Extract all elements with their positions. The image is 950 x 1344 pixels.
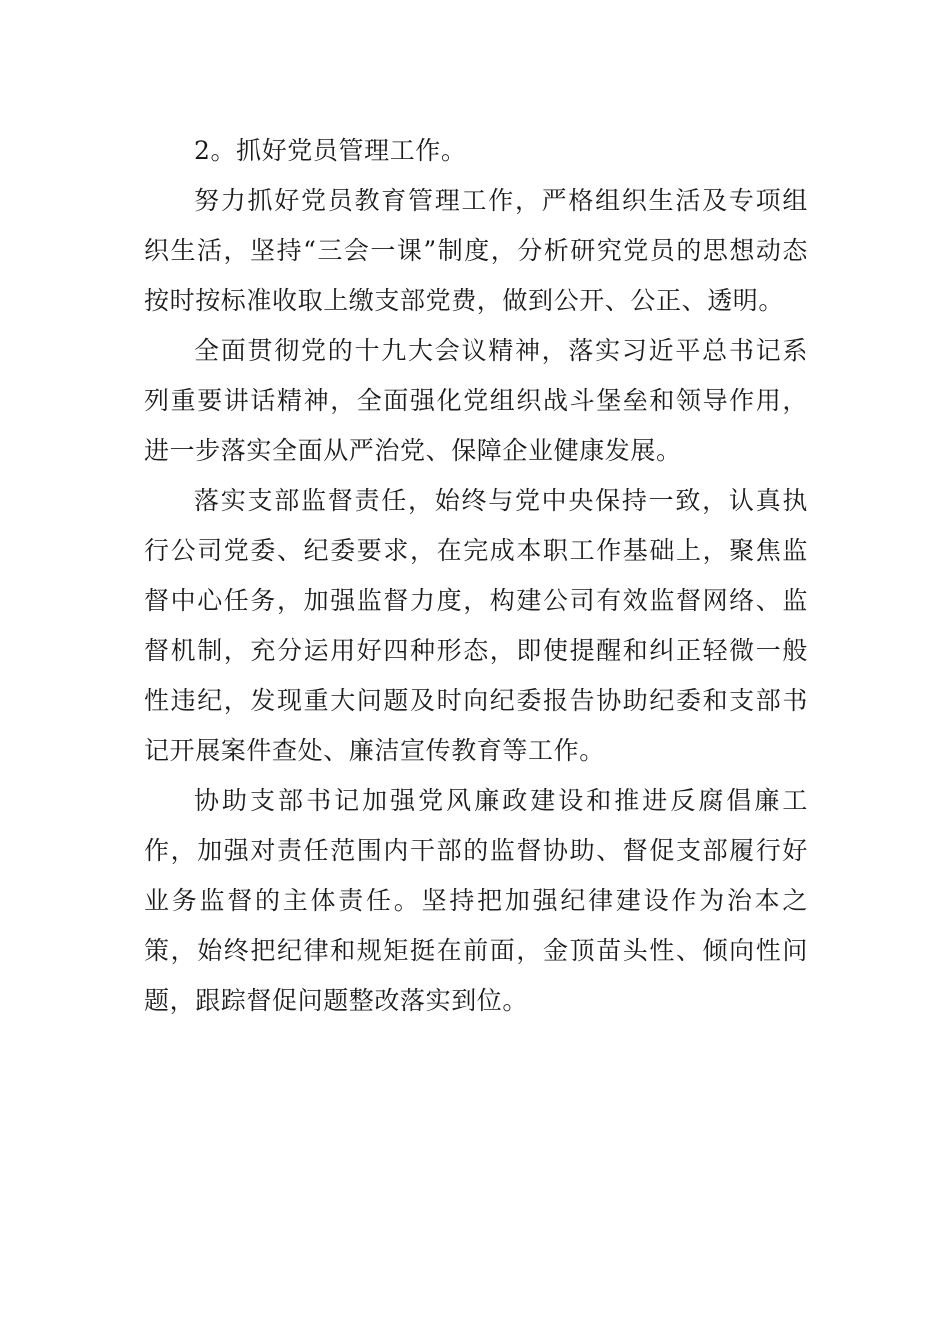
paragraph-anticorruption: 协助支部书记加强党风廉政建设和推进反腐倡廉工作，加强对责任范围内干部的监督协助、督促支部履行好业务监督的主体责任。坚持把加强纪律建设作为治本之策，始终把纪律和规矩挺在前面，金顶苗头性、倾向性问题，跟踪督促问题整改落实到位。 (144, 786, 808, 1015)
paragraph-education: 努力抓好党员教育管理工作，严格组织生活及专项组织生活，坚持“三会一课”制度，分析研究党员的思想动态按时按标准收取上缴支部党费，做到公开、公正、透明。 (144, 186, 808, 315)
document-body (144, 126, 808, 1026)
paragraph-spirit: 全面贯彻党的十九大会议精神，落实习近平总书记系列重要讲话精神，全面强化党组织战斗堡垒和领导作用，进一步落实全面从严治党、保障企业健康发展。 (144, 336, 808, 465)
section-heading: 2。抓好党员管理工作。 (194, 136, 467, 165)
paragraph-supervision: 落实支部监督责任，始终与党中央保持一致，认真执行公司党委、纪委要求，在完成本职工作基础上，聚焦监督中心任务，加强监督力度，构建公司有效监督网络、监督机制，充分运用好四种形态，即使提醒和纠正轻微一般性违纪，发现重大问题及时向纪委报告协助纪委和支部书记开展案件查处、廉洁宣传教育等工作。 (144, 486, 808, 765)
